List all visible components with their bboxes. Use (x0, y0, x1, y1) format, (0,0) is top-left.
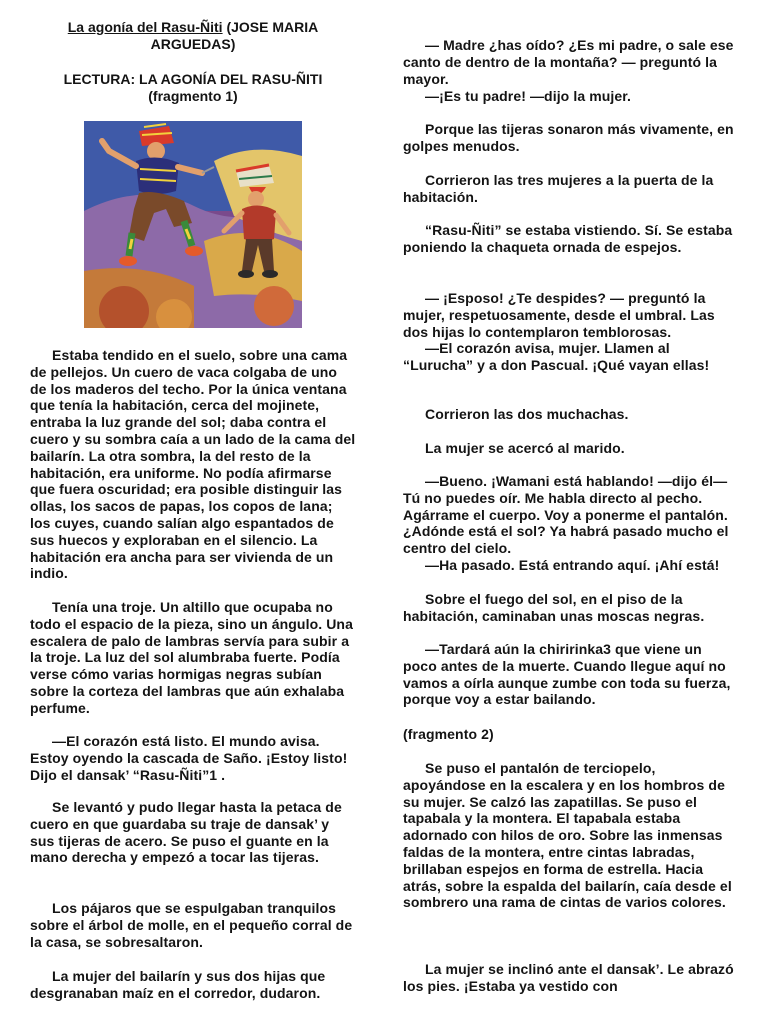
right-paragraph-10: —Bueno. ¡Wamani está hablando! —dijo él— Tú no puedes oír. Me habla directo al pecho. Agárrame el cuerpo. Voy a ponerme el pantalón. ¿Adónde está el sol? Ya habrá pasado mucho el centro del cielo. (403, 473, 729, 557)
right-paragraph-1: — Madre ¿has oído? ¿Es mi padre, o sale ese canto de dentro de la montaña? — preguntó la mayor. (403, 37, 734, 87)
right-paragraph-2: —¡Es tu padre! —dijo la mujer. (425, 88, 632, 104)
right-paragraph-6: — ¡Esposo! ¿Te despides? — preguntó la mujer, respetuosamente, desde el umbral. Las dos hijas lo contemplaron temblorosas. (403, 290, 715, 340)
right-paragraph-14: Se puso el pantalón de terciopelo, apoyándose en la escalera y en los hombros de su mujer. Se calzó las zapatillas. Se puso el tapabala y la montera. El tapabala estaba adornado con hilos de oro. Sobre las inmensas faldas de la montera, entre cintas labradas, brillaban espejos en forma de estrella. Hacia atrás, sobre la espalda del bailarín, caía desde el sombrero una rama de cintas de varios colores. (403, 760, 732, 911)
left-paragraph-5: Los pájaros que se espulgaban tranquilos sobre el árbol de molle, en el pequeño corral de la casa, se sobresaltaron. (30, 900, 353, 950)
reading-title: LECTURA: LA AGONÍA DEL RASU-ÑITI (63, 71, 323, 87)
right-paragraph-13: —Tardará aún la chiririnka3 que viene un poco antes de la muerte. Cuando llegue aquí no vamos a oírla aunque zumbe con toda su fuerza, porque voy a estar bailando. (403, 641, 731, 708)
right-paragraph-15: La mujer se inclinó ante el dansak’. Le abrazó los pies. ¡Estaba ya vestido con (403, 961, 734, 994)
right-paragraph-12: Sobre el fuego del sol, en el piso de la habitación, caminaban unas moscas negras. (403, 591, 705, 624)
title-underlined: La agonía del Rasu-Ñiti (67, 19, 223, 35)
right-paragraph-9: La mujer se acercó al marido. (425, 440, 625, 456)
title-author: (JOSE MARIA ARGUEDAS) (150, 19, 319, 52)
right-paragraph-7: —El corazón avisa, mujer. Llamen al “Lurucha” y a don Pascual. ¡Qué vayan ellas! (403, 340, 710, 373)
right-paragraph-3: Porque las tijeras sonaron más vivamente, en golpes menudos. (403, 121, 734, 154)
fragment-label: (fragmento 1) (148, 88, 238, 104)
document-title (30, 19, 356, 53)
dancer-illustration (84, 121, 302, 328)
fragment-2-heading: (fragmento 2) (403, 726, 494, 742)
left-paragraph-6: La mujer del bailarín y sus dos hijas que desgranaban maíz en el corredor, dudaron. (30, 968, 326, 1001)
left-paragraph-2: Tenía una troje. Un altillo que ocupaba no todo el espacio de la pieza, sino un ángulo. Una escalera de palo de lambras servía para subir a la troje. La luz del sol alumbraba fuerte. Podía verse cómo varias hormigas negras subían sobre la corteza del lambras que aún exhalaba perfume. (30, 599, 353, 716)
left-paragraph-3: —El corazón está listo. El mundo avisa. Estoy oyendo la cascada de Saño. ¡Estoy listo! Dijo el dansak’ “Rasu-Ñiti”1 . (30, 733, 348, 783)
right-paragraph-11: —Ha pasado. Está entrando aquí. ¡Ahí está! (425, 557, 720, 573)
right-paragraph-4: Corrieron las tres mujeres a la puerta de la habitación. (403, 172, 714, 205)
right-paragraph-8: Corrieron las dos muchachas. (425, 406, 629, 422)
left-paragraph-1: Estaba tendido en el suelo, sobre una cama de pellejos. Un cuero de vaca colgaba de uno de los maderos del techo. Por la única ventana que tenía la habitación, cerca del mojinete, entraba la luz grande del sol; daba contra el cuero y su sombra caía a un lado de la cama del bailarín. La otra sombra, la del resto de la habitación, era uniforme. No podía afirmarse que fuera oscuridad; era posible distinguir las ollas, los sacos de papas, los copos de lana; los cuyes, cuando salían algo espantados de sus huecos y exploraban en el silencio. La habitación era ancha para ser vivienda de un indio. (30, 347, 356, 582)
left-paragraph-4: Se levantó y pudo llegar hasta la petaca de cuero en que guardaba su traje de dansak’ y sus tijeras de acero. Se puso el guante en la mano derecha y empezó a tocar las tijeras. (30, 799, 342, 866)
right-paragraph-5: “Rasu-Ñiti” se estaba vistiendo. Sí. Se estaba poniendo la chaqueta ornada de espejos. (403, 222, 733, 255)
